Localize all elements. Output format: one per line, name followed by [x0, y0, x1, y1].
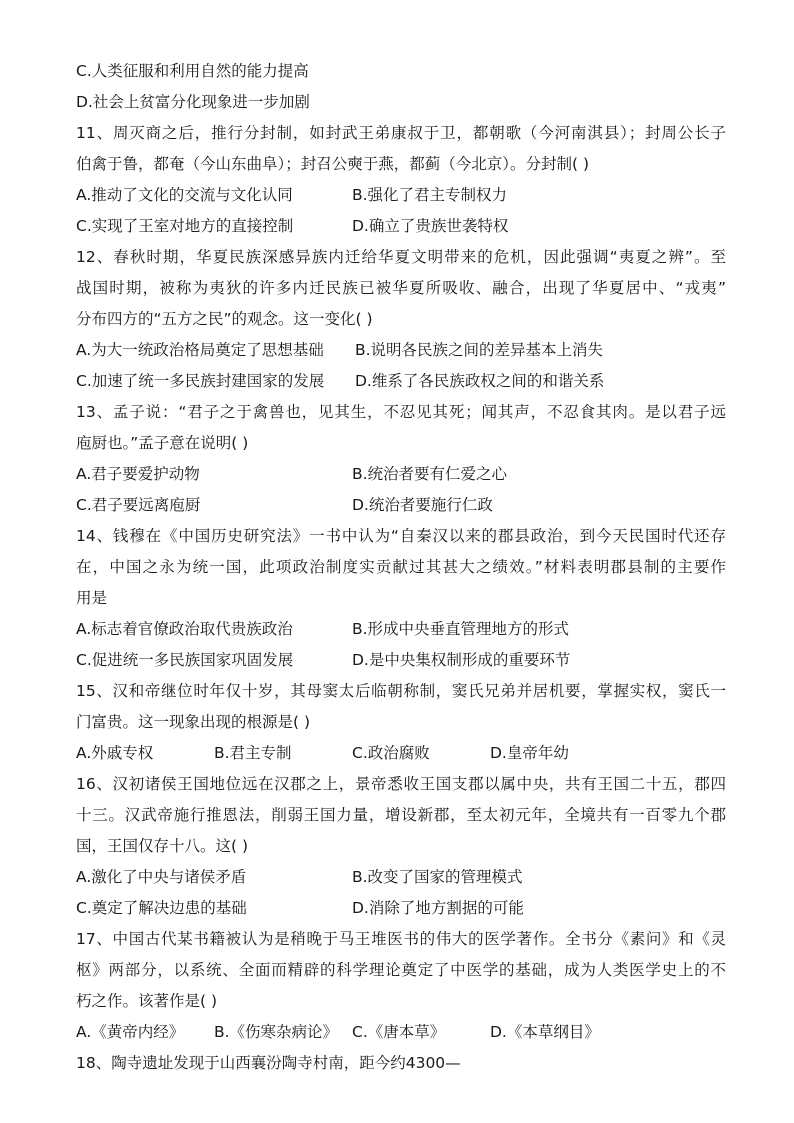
option-d: D.是中央集权制形成的重要环节: [352, 651, 571, 669]
option-text: D.社会上贫富分化现象进一步加剧: [76, 93, 310, 111]
question-15-text: 15、汉和帝继位时年仅十岁，其母窦太后临朝称制，窦氏兄弟并居机要，掌握实权，窦氏一: [76, 682, 726, 700]
question-16-text: 十三。汉武帝施行推恩法，削弱王国力量，增设新郡，至太初元年，全境共有一百零九个郡: [76, 806, 726, 824]
option-a: A.激化了中央与诸侯矛盾: [76, 868, 247, 886]
option-b: B.强化了君主专制权力: [352, 186, 508, 204]
question-14-text: 用是: [76, 589, 108, 607]
option-b: B.《伤寒杂病论》: [214, 1023, 339, 1041]
question-13-options-row: [76, 490, 726, 521]
question-15-options-row: [76, 738, 726, 769]
question-14-text: 14、钱穆在《中国历史研究法》一书中认为“自秦汉以来的郡县政治，到今天民国时代还存: [76, 527, 726, 545]
option-c: C.君子要远离庖厨: [76, 496, 201, 514]
question-14-options-row: [76, 614, 726, 645]
question-11-text: 伯禽于鲁，都奄（今山东曲阜）；封召公奭于燕，都蓟（今北京）。分封制( ): [76, 155, 590, 173]
option-d: D.确立了贵族世袭特权: [352, 217, 509, 235]
option-a: A.为大一统政治格局奠定了思想基础: [76, 341, 324, 359]
option-d: D.皇帝年幼: [490, 744, 569, 762]
option-c: C.《唐本草》: [352, 1023, 446, 1041]
question-12-text: 分布四方的“五方之民”的观念。这一变化( ): [76, 310, 373, 328]
question-16-options-row: [76, 862, 726, 893]
question-17-text: 17、中国古代某书籍被认为是稍晚于马王堆医书的伟大的医学著作。全书分《素问》和《灵: [76, 930, 726, 948]
option-d: D.消除了地方割据的可能: [352, 899, 524, 917]
question-11-options-row: [76, 211, 726, 242]
option-a: A.推动了文化的交流与文化认同: [76, 186, 293, 204]
question-15-text: 门富贵。这一现象出现的根源是( ): [76, 713, 311, 731]
question-12-options-row: [76, 366, 726, 397]
option-b: B.君主专制: [214, 744, 292, 762]
question-17-text: 朽之作。该著作是( ): [76, 992, 218, 1010]
question-16-options-row: [76, 893, 726, 924]
question-16-text: 16、汉初诸侯王国地位远在汉郡之上，景帝悉收王国支郡以属中央，共有王国二十五，郡四: [76, 775, 726, 793]
option-c: C.促进统一多民族国家巩固发展: [76, 651, 294, 669]
question-18-text: 18、陶寺遗址发现于山西襄汾陶寺村南，距今约4300—: [76, 1054, 461, 1072]
question-17-options-row: [76, 1017, 726, 1048]
option-a: A.《黄帝内经》: [76, 1023, 185, 1041]
option-b: B.统治者要有仁爱之心: [352, 465, 508, 483]
option-b: B.改变了国家的管理模式: [352, 868, 523, 886]
question-12-text: 12、春秋时期，华夏民族深感异族内迁给华夏文明带来的危机，因此强调“夷夏之辨”。至: [76, 248, 726, 266]
question-12-text: 战国时期，被称为夷狄的许多内迁民族已被华夏所吸收、融合，出现了华夏居中、“戎夷”: [76, 279, 726, 297]
option-a: A.君子要爱护动物: [76, 465, 200, 483]
option-b: B.形成中央垂直管理地方的形式: [352, 620, 570, 638]
question-16-text: 国，王国仅存十八。这( ): [76, 837, 249, 855]
option-b: B.说明各民族之间的差异基本上消失: [355, 341, 604, 359]
option-c: C.加速了统一多民族封建国家的发展: [76, 372, 325, 390]
question-14-options-row: [76, 645, 726, 676]
question-11-options-row: [76, 180, 726, 211]
option-d: D.统治者要施行仁政: [352, 496, 493, 514]
question-11-text: 11、周灭商之后，推行分封制，如封武王弟康叔于卫，都朝歌（今河南淇县）；封周公长子: [76, 124, 726, 142]
option-a: A.外戚专权: [76, 744, 154, 762]
option-d: D.《本草纲目》: [490, 1023, 600, 1041]
question-13-text: 庖厨也。”孟子意在说明( ): [76, 434, 249, 452]
option-c: C.政治腐败: [352, 744, 430, 762]
option-d: D.维系了各民族政权之间的和谐关系: [355, 372, 605, 390]
document-page: [76, 56, 726, 1079]
question-13-options-row: [76, 459, 726, 490]
question-13-text: 13、孟子说：“君子之于禽兽也，见其生，不忍见其死；闻其声，不忍食其肉。是以君子远: [76, 403, 726, 421]
question-12-options-row: [76, 335, 726, 366]
option-a: A.标志着官僚政治取代贵族政治: [76, 620, 293, 638]
question-17-text: 枢》两部分，以系统、全面而精辟的科学理论奠定了中医学的基础，成为人类医学史上的不: [76, 961, 726, 979]
option-c: C.奠定了解决边患的基础: [76, 899, 247, 917]
option-c: C.实现了王室对地方的直接控制: [76, 217, 294, 235]
option-text: C.人类征服和利用自然的能力提高: [76, 62, 309, 80]
question-14-text: 在，中国之永为统一国，此项政治制度实贡献过其甚大之绩效。”材料表明郡县制的主要作: [76, 558, 726, 576]
